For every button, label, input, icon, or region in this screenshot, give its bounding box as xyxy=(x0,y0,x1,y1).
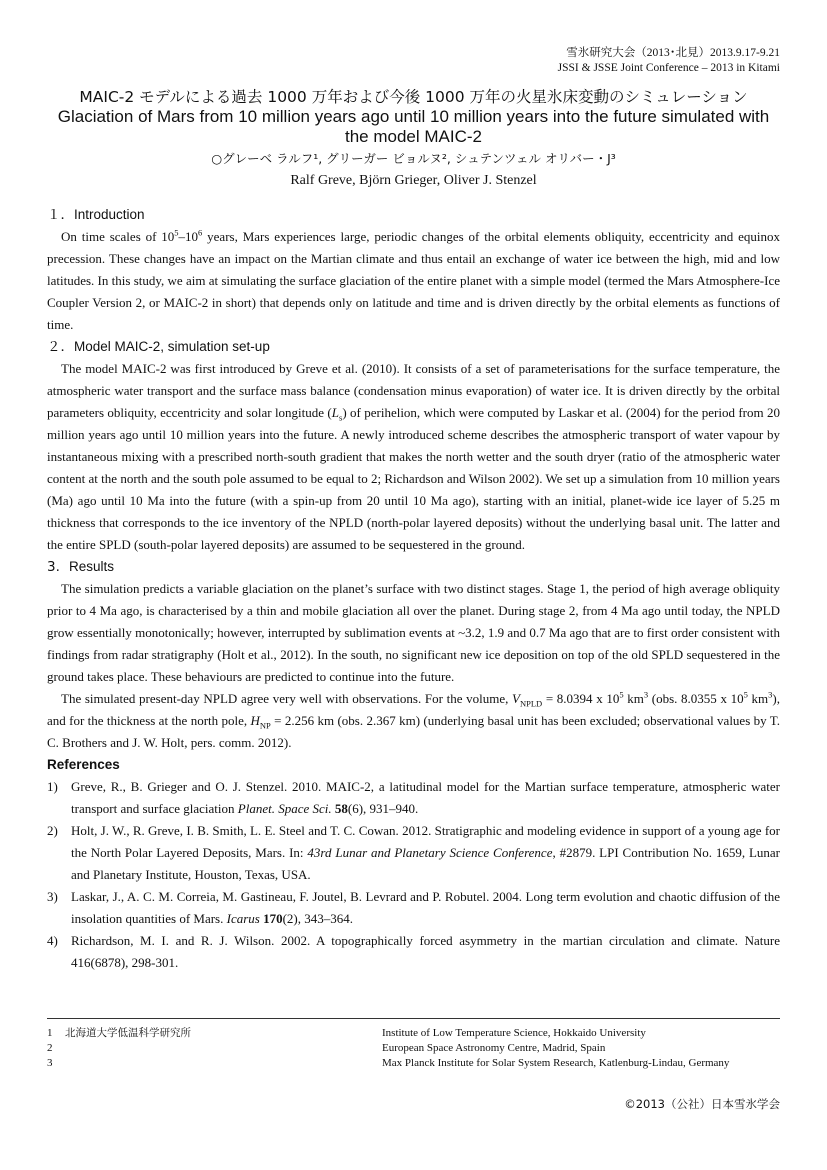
model-paragraph: The model MAIC-2 was first introduced by Greve et al. (2010). It consists of a set of parameterisations for the surface temperature, the atmospheric water transport and the surface mass balance (condensation minus evaporation) of water ice. It is driven directly by the orbital parameters obliquity, eccentricity and solar longitude $(L_s)$ of perihelion, which were computed by Laskar et al. (2004) for the period from 20 million years ago until 10 million years into the future. A newly introduced scheme describes the atmospheric transport of water vapour by instantaneous mixing with a prescribed north-south gradient that makes the north wetter and the south dryer (ratio of the atmospheric water content at the north and the south pole assumed to be equal to 2; Richardson and Wilson 2002). We set up a simulation from 10 million years (Ma) ago until 10 Ma into the future (with a spin-up from 20 until 10 Ma ago), starting with an initial, planet-wide ice layer of 5.25 m thickness that corresponds to the ice inventory of the NPLD (north-polar layered deposits) without the underlying basal unit. The latter and the entire SPLD (south-polar layered deposits) are assumed to be sequestered in the ground. xyxy=(47,361,780,552)
main-content xyxy=(47,204,780,974)
title-block xyxy=(47,87,780,191)
section-number: １． xyxy=(47,207,74,223)
authors-japanese: ○グレーベ ラルフ¹, グリーガー ビョルヌ², シュテンツェル オリバー・J³ xyxy=(211,151,616,166)
footnote-1: 1 北海道大学低温科学研究所 Institute of Low Temperature Science, Hokkaido University xyxy=(47,1027,646,1039)
reference-item: 3) Laskar, J., A. C. M. Correia, M. Gastineau, F. Joutel, B. Levrard and P. Robutel. 2004. Long term evolution and chaotic diffusion of the insolation quantities of Mars. Icarus 170(2), 343–364. xyxy=(47,889,780,926)
footnote-divider xyxy=(47,1018,780,1019)
authors-english: Ralf Greve, Björn Grieger, Oliver J. Stenzel xyxy=(290,173,537,188)
section-heading-introduction xyxy=(47,204,780,226)
section-number: 3. xyxy=(47,559,60,575)
conference-line-ja: 雪氷研究大会（2013･北見）2013.9.17-9.21 xyxy=(566,47,780,59)
conference-line-en: JSSI & JSSE Joint Conference – 2013 in Kitami xyxy=(557,62,780,74)
reference-item: 2) Holt, J. W., R. Greve, I. B. Smith, L. E. Steel and T. C. Cowan. 2012. Stratigraphic and modeling evidence in support of a young age for the North Polar Layered Deposits, Mars. In: 43rd Lunar and Planetary Science Conference, #2879. LPI Contribution No. 1659, Lunar and Planetary Institute, Houston, Texas, USA. xyxy=(47,823,780,882)
section-number: ２． xyxy=(47,339,74,355)
results-paragraph-1: The simulation predicts a variable glaciation on the planet’s surface with two distinct stages. Stage 1, the period of high average obliquity prior to 4 Ma ago, is characterised by a thin and mobile glaciation all over the planet. During stage 2, from 4 Ma ago until today, the NPLD grow essentially monotonically; however, interrupted by sublimation events at ~3.2, 1.9 and 0.7 Ma ago that are to first order consistent with findings from radar stratigraphy (Holt et al., 2012). In the south, no significant new ice deposition on top of the old SPLD sequestered in the ground takes place. These behaviours are predicted to continue into the future. xyxy=(47,581,780,684)
reference-item: 1) Greve, R., B. Grieger and O. J. Stenzel. 2010. MAIC-2, a latitudinal model for the Martian surface temperature, atmospheric water transport and surface glaciation Planet. Space Sci. 58(6), 931–940. xyxy=(47,779,780,816)
title-japanese: MAIC-2 モデルによる過去 1000 万年および今後 1000 万年の火星氷床変動のシミュレーション xyxy=(79,88,748,106)
results-paragraph-2: The simulated present-day NPLD agree very well with observations. For the volume, $V_{NPLD} = 8.0394$ x $10^5$ $km^3$ (obs. 8.0355 x $10^5$ $km^3$), and for the thickness at the north pole, $H_{NP} = 2.256$ km (obs. 2.367 km) (underlying basal unit has been excluded; observational values by T. C. Brothers and J. W. Holt, pers. comm. 2012). xyxy=(47,689,780,750)
section-title: Results xyxy=(69,559,115,574)
footnote-2: 2 European Space Astronomy Centre, Madrid, Spain xyxy=(47,1042,606,1054)
reference-list xyxy=(47,776,780,974)
introduction-paragraph: On time scales of $10^5-10^6$ years, Mars experiences large, periodic changes of the orbital elements obliquity, eccentricity and equinox precession. These changes have an impact on the Martian climate and thus entail an exchange of water ice between the high, mid and low latitudes. In this study, we aim at simulating the surface glaciation of the entire planet with a simple model (termed the Mars Atmosphere-Ice Coupler Version 2, or MAIC-2 in short) that depends only on latitude and time and is driven directly by the orbital elements as functions of time. xyxy=(47,227,780,332)
title-english: Glaciation of Mars from 10 million years ago until 10 million years into the future simulated with the model MAIC-2 xyxy=(57,107,770,146)
section-title: Model MAIC-2, simulation set-up xyxy=(74,339,270,354)
section-heading-results xyxy=(47,556,780,578)
references-heading: References xyxy=(47,757,120,772)
section-title: Introduction xyxy=(74,207,145,222)
reference-item: 4) Richardson, M. I. and R. J. Wilson. 2002. A topographically forced asymmetry in the martian circulation and climate. Nature 416(6878), 298-301. xyxy=(47,933,780,970)
conference-header xyxy=(558,46,780,76)
footnote-3: 3 Max Planck Institute for Solar System Research, Katlenburg-Lindau, Germany xyxy=(47,1057,730,1069)
copyright-notice: ©2013（公社）日本雪氷学会 xyxy=(624,1097,780,1111)
footnotes xyxy=(47,1026,780,1071)
section-heading-model xyxy=(47,336,780,358)
